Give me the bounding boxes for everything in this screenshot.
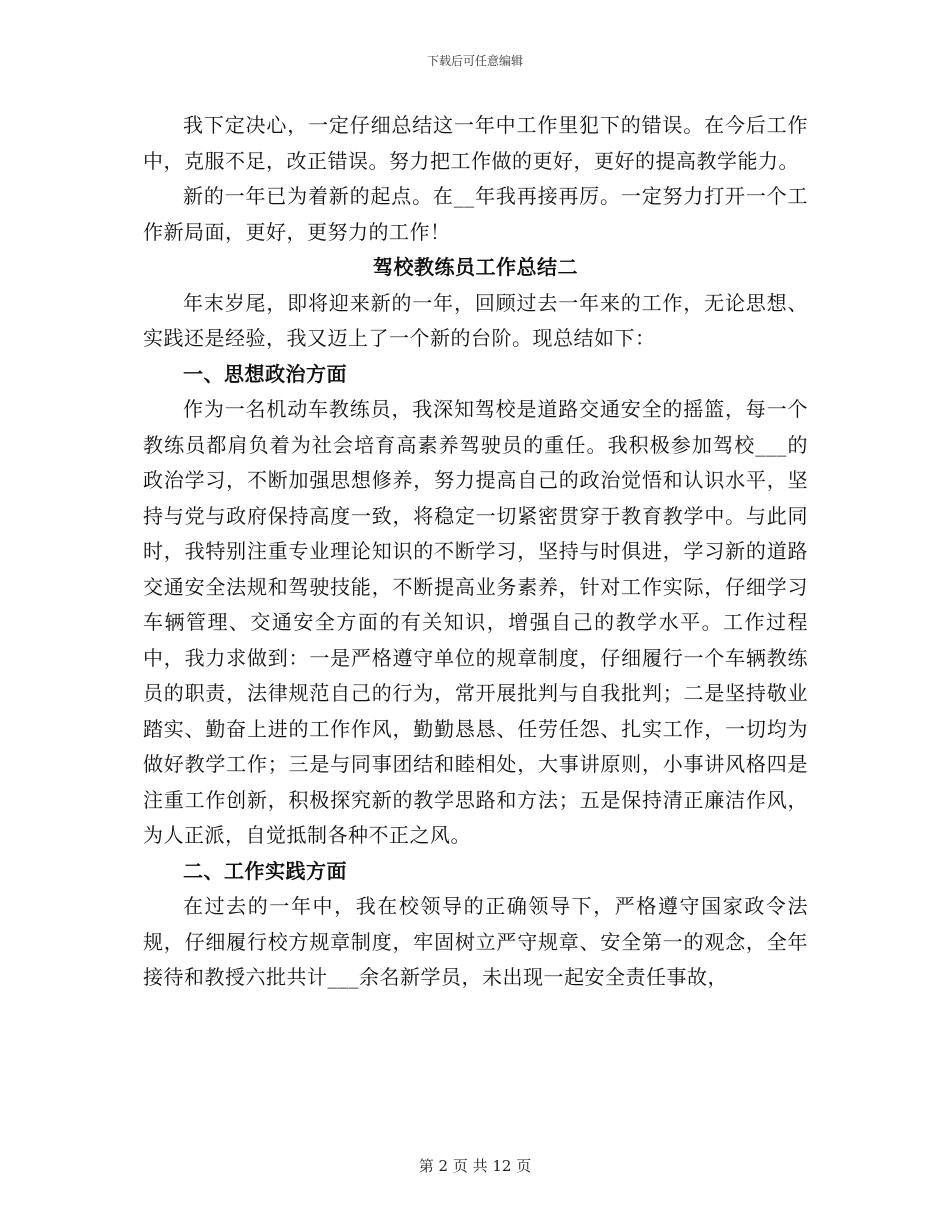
heading-practice: 二、工作实践方面	[183, 858, 347, 883]
paragraph-1: 我下定决心，一定仔细总结这一年中工作里犯下的错误。在今后工作中，克服不足，改正错误。努力把工作做的更好，更好的提高教学能力。	[143, 113, 808, 173]
paragraph-5: 在过去的一年中，我在校领导的正确领导下，严格遵守国家政令法规，仔细履行校方规章制度，牢固树立严守规章、安全第一的观念，全年接待和教授六批共计___余名新学员，未出现一起安全责任事故，	[143, 894, 808, 989]
paragraph-2: 新的一年已为着新的起点。在__年我再接再厉。一定努力打开一个工作新局面，更好，更努力的工作！	[143, 184, 808, 244]
paragraph-4: 作为一名机动车教练员，我深知驾校是道路交通安全的摇篮，每一个教练员都肩负着为社会培育高素养驾驶员的重任。我积极参加驾校___的政治学习，不断加强思想修养，努力提高自己的政治觉悟和认识水平，坚持与党与政府保持高度一致，将稳定一切紧密贯穿于教育教学中。与此同时，我特别注重专业理论知识的不断学习，坚持与时俱进，学习新的道路交通安全法规和驾驶技能，不断提高业务素养，针对工作实际，仔细学习车辆管理、交通安全方面的有关知识，增强自己的教学水平。工作过程中，我力求做到：一是严格遵守单位的规章制度，仔细履行一个车辆教练员的职责，法律规范自己的行为，常开展批判与自我批判；二是坚持敬业踏实、勤奋上进的工作作风，勤勤恳恳、任劳任怨、扎实工作，一切均为做好教学工作；三是与同事团结和睦相处，大事讲原则，小事讲风格四是注重工作创新，积极探究新的教学思路和方法；五是保持清正廉洁作风，为人正派，自觉抵制各种不正之风。	[143, 397, 808, 847]
section-title: 驾校教练员工作总结二	[373, 255, 578, 279]
page-footer: 第 2 页 共 12 页	[418, 1157, 532, 1175]
page-header: 下载后可任意编辑	[426, 54, 523, 68]
heading-political: 一、思想政治方面	[183, 361, 347, 386]
paragraph-3: 年末岁尾，即将迎来新的一年，回顾过去一年来的工作，无论思想、实践还是经验，我又迈上了一个新的台阶。现总结如下：	[143, 290, 808, 350]
document-body	[143, 108, 808, 996]
